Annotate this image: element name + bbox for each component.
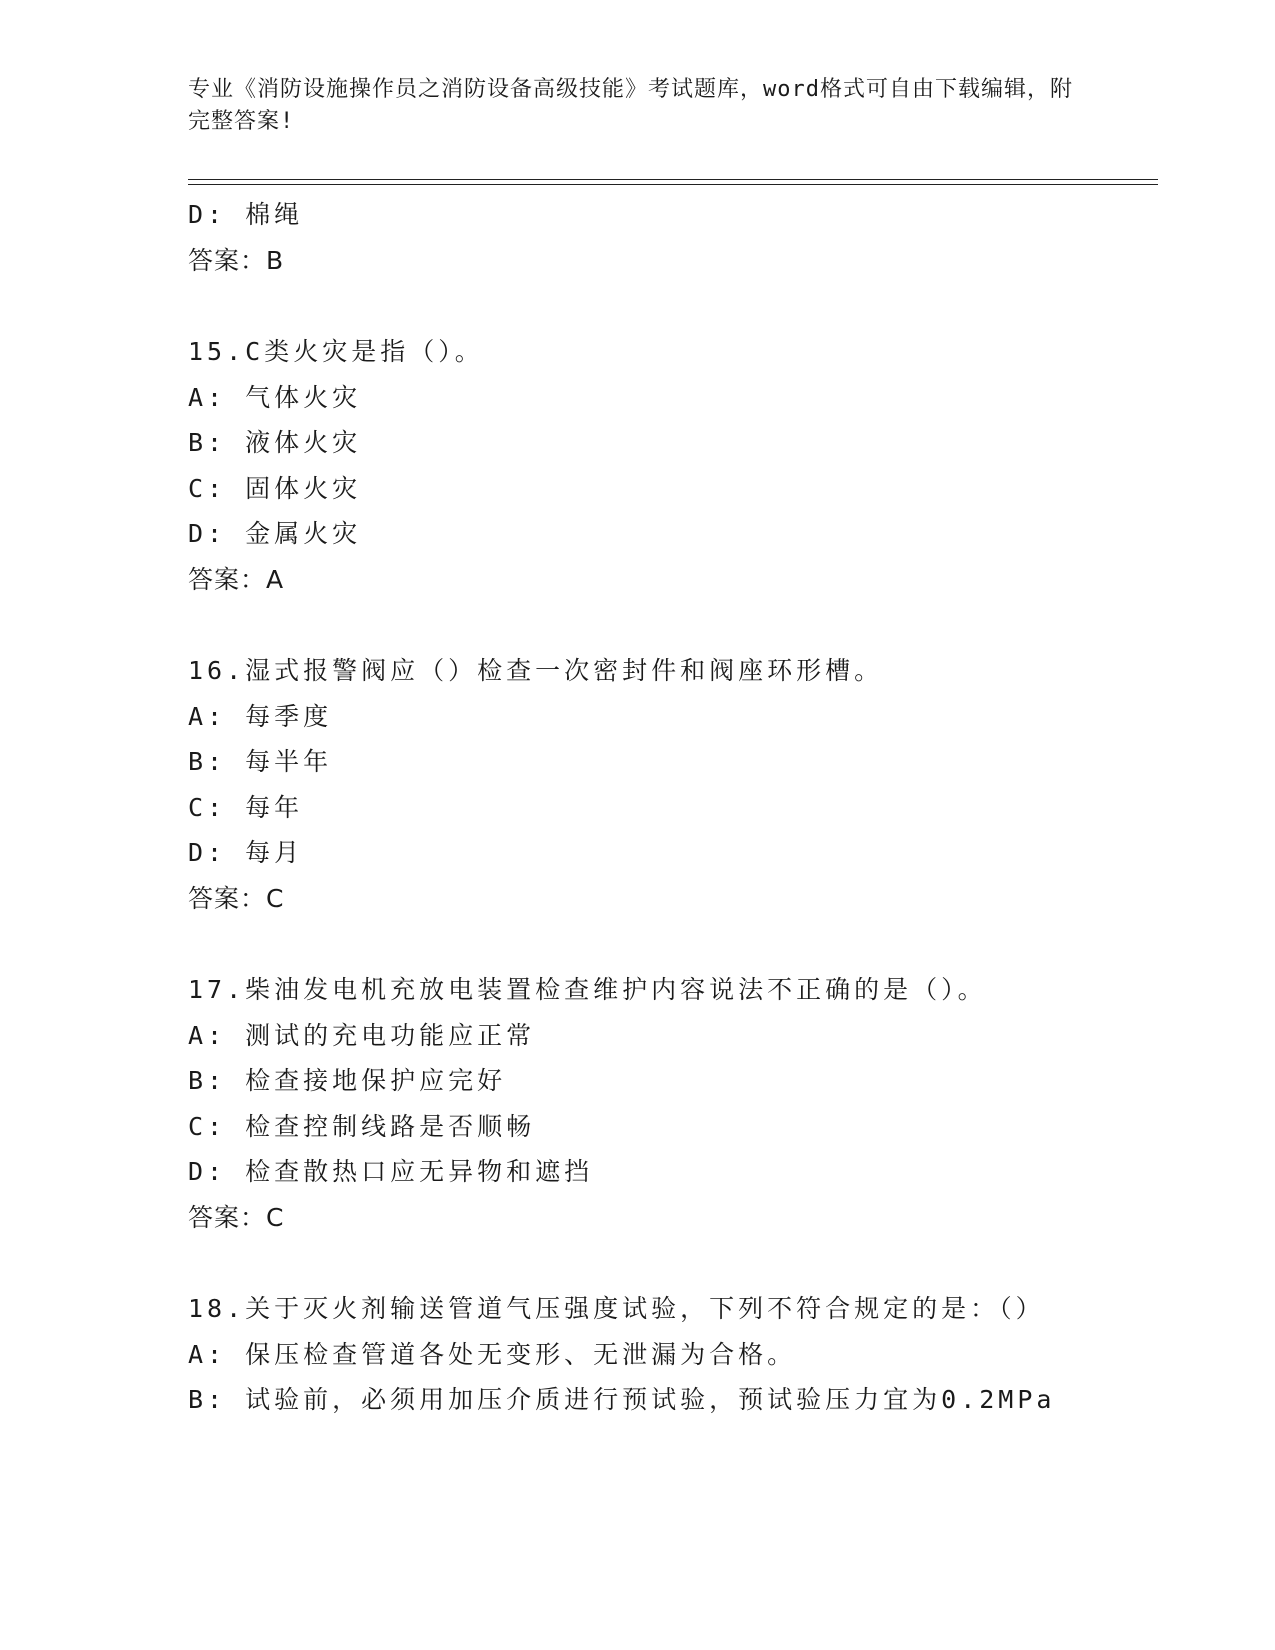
- question-stem: 16.湿式报警阀应（）检查一次密封件和阀座环形槽。: [188, 656, 884, 685]
- answer-line: 答案：A: [188, 564, 285, 594]
- answer-line: 答案：C: [188, 1202, 285, 1232]
- question-stem: 18.关于灭火剂输送管道气压强度试验，下列不符合规定的是：（）: [188, 1294, 1045, 1323]
- answer-line: 答案：C: [188, 883, 285, 913]
- question-list: [188, 192, 1168, 1469]
- option-b: B: 试验前，必须用加压介质进行预试验，预试验压力宜为0.2MPa: [188, 1385, 1056, 1414]
- header-rule-bottom: [188, 184, 1158, 185]
- option-c: C: 检查控制线路是否顺畅: [188, 1111, 536, 1141]
- option-b: B: 检查接地保护应完好: [188, 1066, 507, 1095]
- option-d: D: 金属火灾: [188, 519, 362, 548]
- question-16: [188, 648, 1168, 921]
- option-b: B: 液体火灾: [188, 428, 362, 457]
- option-c: C: 每年: [188, 792, 304, 822]
- option-d: D: 检查散热口应无异物和遮挡: [188, 1157, 594, 1186]
- option-a: A: 每季度: [188, 701, 333, 731]
- question-stem: 17.柴油发电机充放电装置检查维护内容说法不正确的是（）。: [188, 975, 987, 1004]
- question-17: [188, 967, 1168, 1240]
- option-b: B: 每半年: [188, 747, 333, 776]
- option-d: D: 每月: [188, 838, 304, 867]
- option-d: D: 棉绳: [188, 200, 304, 229]
- option-a: A: 保压检查管道各处无变形、无泄漏为合格。: [188, 1339, 797, 1369]
- answer-line: 答案：B: [188, 245, 285, 275]
- header-rule-top: [188, 179, 1158, 180]
- option-c: C: 固体火灾: [188, 473, 362, 503]
- document-header: 专业《消防设施操作员之消防设备高级技能》考试题库，word格式可自由下载编辑，附完整答案!: [188, 77, 1073, 134]
- option-a: A: 测试的充电功能应正常: [188, 1020, 536, 1050]
- question-18: [188, 1286, 1168, 1423]
- option-a: A: 气体火灾: [188, 382, 362, 412]
- question-14-tail: [188, 192, 1168, 283]
- question-stem: 15.C类火灾是指（）。: [188, 337, 484, 366]
- question-15: [188, 329, 1168, 602]
